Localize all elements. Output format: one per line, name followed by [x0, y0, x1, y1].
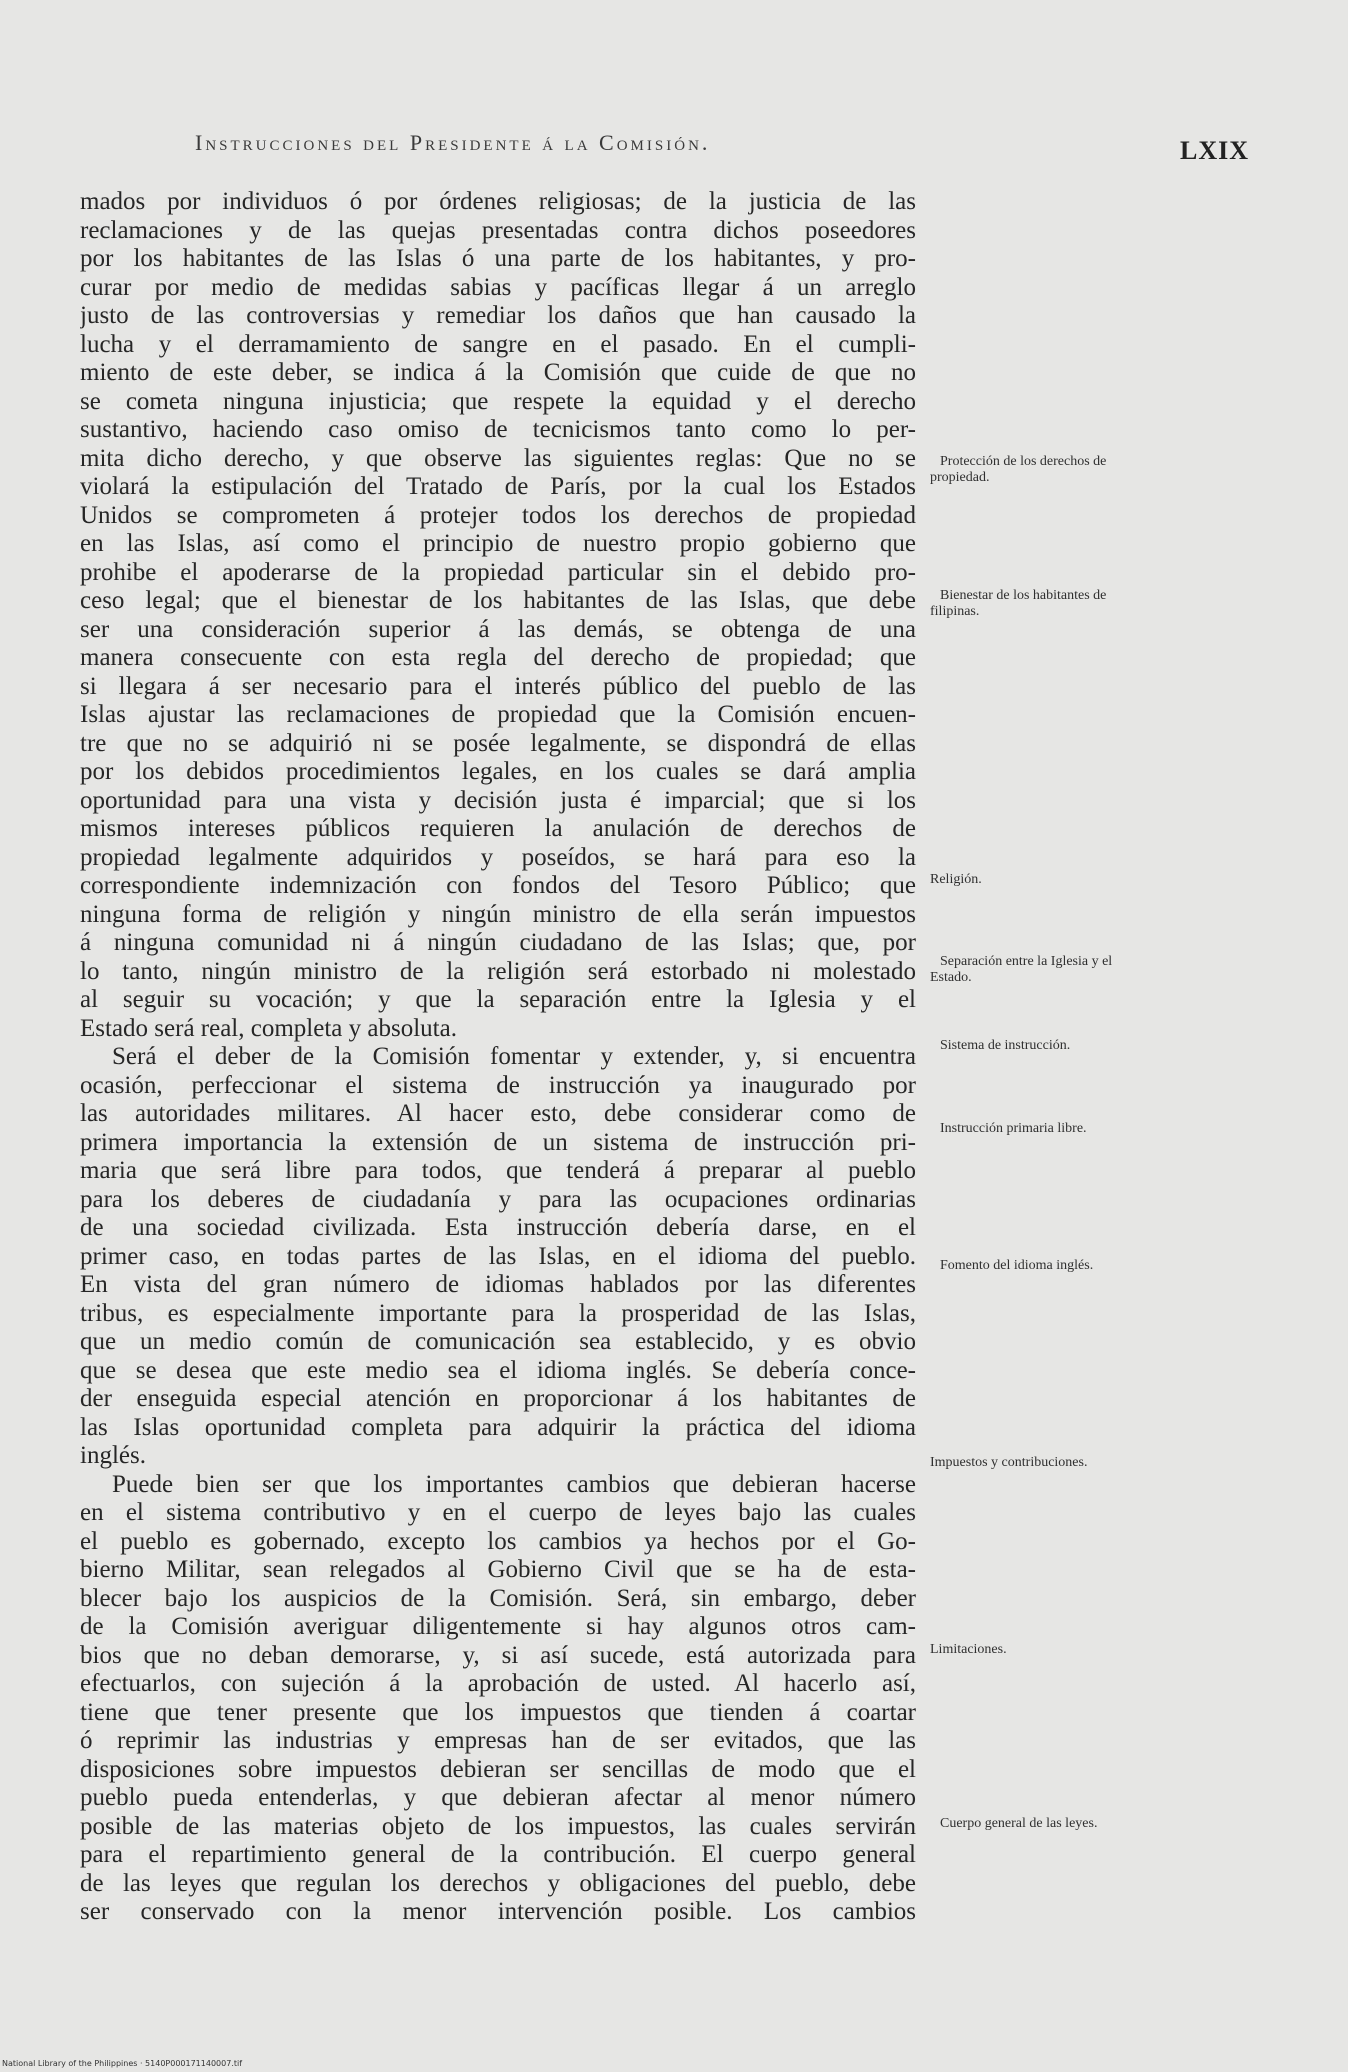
text-line: al seguir su vocación; y que la separación entre la Iglesia y el: [80, 986, 916, 1013]
text-line: curar por medio de medidas sabias y pacíficas llegar á un arreglo: [80, 273, 916, 301]
text-line: prohibe el apoderarse de la propiedad particular sin el debido pro-: [80, 558, 916, 586]
text-line: manera consecuente con esta regla del derecho de propiedad; que: [80, 644, 916, 671]
text-line: lucha y el derramamiento de sangre en el pasado. En el cumpli-: [80, 330, 916, 358]
text-line: que se desea que este medio sea el idioma inglés. Se debería conce-: [80, 1356, 916, 1384]
text-line: de una sociedad civilizada. Esta instrucción debería darse, en el: [80, 1214, 916, 1241]
text-line: por los debidos procedimientos legales, en los cuales se dará amplia: [80, 758, 916, 785]
text-line: mados por individuos ó por órdenes religiosas; de la justicia de las: [80, 188, 916, 215]
text-line: oportunidad para una vista y decisión justa é imparcial; que si los: [80, 786, 916, 814]
text-line: miento de este deber, se indica á la Comisión que cuide de que no: [80, 359, 916, 386]
text-line: se cometa ninguna injusticia; que respete la equidad y el derecho: [80, 387, 916, 415]
text-line: lo tanto, ningún ministro de la religión será estorbado ni molestado: [80, 957, 916, 985]
text-line: posible de las materias objeto de los impuestos, las cuales servirán: [80, 1812, 916, 1840]
text-line: disposiciones sobre impuestos debieran ser sencillas de modo que el: [80, 1755, 916, 1783]
text-line: las Islas oportunidad completa para adquirir la práctica del idioma: [80, 1413, 916, 1441]
body-text: [80, 188, 916, 1927]
margin-note: Separación entre la Iglesia y el Estado.: [930, 954, 1113, 985]
text-line: En vista del gran número de idiomas hablados por las diferentes: [80, 1271, 916, 1298]
text-line: mita dicho derecho, y que observe las siguientes reglas: Que no se: [80, 444, 916, 472]
text-line: Estado será real, completa y absoluta.: [80, 1014, 457, 1042]
margin-note: Bienestar de los habitantes de filipinas.: [930, 588, 1107, 619]
text-line: Islas ajustar las reclamaciones de propiedad que la Comisión encuen-: [80, 701, 916, 728]
text-line: por los habitantes de las Islas ó una parte de los habitantes, y pro-: [80, 245, 916, 272]
text-line: las autoridades militares. Al hacer esto, debe considerar como de: [80, 1100, 916, 1127]
scan-credit: National Library of the Philippines · 5140P000171140007.tif: [2, 2059, 243, 2068]
text-line: sustantivo, haciendo caso omiso de tecnicismos tanto como lo per-: [80, 416, 916, 443]
margin-note: Religión.: [930, 872, 982, 887]
margin-note: Fomento del idioma inglés.: [940, 1258, 1094, 1273]
text-line: ser conservado con la menor intervención posible. Los cambios: [80, 1898, 916, 1925]
text-line: blecer bajo los auspicios de la Comisión. Será, sin embargo, deber: [80, 1584, 916, 1612]
text-line: ceso legal; que el bienestar de los habitantes de las Islas, que debe: [80, 587, 916, 614]
text-line: Puede bien ser que los importantes cambios que debieran hacerse: [112, 1470, 916, 1498]
text-line: ninguna forma de religión y ningún ministro de ella serán impuestos: [80, 900, 916, 928]
text-line: á ninguna comunidad ni á ningún ciudadano de las Islas; que, por: [80, 929, 916, 956]
text-line: en las Islas, así como el principio de nuestro propio gobierno que: [80, 530, 916, 557]
margin-note: Impuestos y contribuciones.: [930, 1455, 1088, 1470]
text-line: mismos intereses públicos requieren la anulación de derechos de: [80, 815, 916, 842]
text-line: tiene que tener presente que los impuestos que tienden á coartar: [80, 1698, 916, 1726]
text-line: correspondiente indemnización con fondos del Tesoro Público; que: [80, 872, 916, 899]
text-line: justo de las controversias y remediar los daños que han causado la: [80, 302, 916, 329]
text-line: pueblo pueda entenderlas, y que debieran afectar al menor número: [80, 1784, 916, 1811]
running-head: Instrucciones del Presidente á la Comisión.: [195, 130, 711, 155]
text-line: el pueblo es gobernado, excepto los cambios ya hechos por el Go-: [80, 1527, 916, 1555]
text-line: de las leyes que regulan los derechos y obligaciones del pueblo, debe: [80, 1869, 916, 1897]
margin-note: Protección de los derechos de propiedad.: [930, 454, 1107, 485]
text-line: reclamaciones y de las quejas presentadas contra dichos poseedores: [80, 216, 916, 244]
text-line: efectuarlos, con sujeción á la aprobación de usted. Al hacerlo así,: [80, 1670, 916, 1697]
margin-note: Instrucción primaria libre.: [940, 1121, 1087, 1136]
page-number: LXIX: [1180, 136, 1250, 165]
text-line: que un medio común de comunicación sea establecido, y es obvio: [80, 1328, 916, 1355]
margin-note: Cuerpo general de las leyes.: [940, 1816, 1098, 1831]
text-line: ocasión, perfeccionar el sistema de instrucción ya inaugurado por: [80, 1071, 916, 1099]
text-line: si llegara á ser necesario para el interés público del pueblo de las: [80, 672, 916, 700]
margin-note: Sistema de instrucción.: [940, 1038, 1071, 1053]
text-line: ser una consideración superior á las demás, se obtenga de una: [80, 615, 916, 643]
text-line: der enseguida especial atención en proporcionar á los habitantes de: [80, 1385, 916, 1412]
text-line: Unidos se comprometen á protejer todos los derechos de propiedad: [80, 501, 916, 529]
text-line: maria que será libre para todos, que tenderá á preparar al pueblo: [80, 1157, 916, 1184]
text-line: propiedad legalmente adquiridos y poseídos, se hará para eso la: [80, 843, 916, 871]
text-line: tribus, es especialmente importante para la prosperidad de las Islas,: [80, 1299, 916, 1327]
margin-note: Limitaciones.: [930, 1642, 1007, 1657]
text-line: primer caso, en todas partes de las Islas, en el idioma del pueblo.: [80, 1242, 916, 1270]
text-line: bierno Militar, sean relegados al Gobierno Civil que se ha de esta-: [80, 1556, 916, 1583]
text-line: de la Comisión averiguar diligentemente si hay algunos otros cam-: [80, 1613, 916, 1640]
text-line: ó reprimir las industrias y empresas han de ser evitados, que las: [80, 1727, 916, 1754]
text-line: para los deberes de ciudadanía y para las ocupaciones ordinarias: [80, 1185, 916, 1213]
text-line: bios que no deban demorarse, y, si así sucede, está autorizada para: [80, 1641, 916, 1669]
text-line: para el repartimiento general de la contribución. El cuerpo general: [80, 1841, 916, 1868]
text-line: inglés.: [80, 1442, 146, 1469]
text-line: Será el deber de la Comisión fomentar y extender, y, si encuentra: [112, 1043, 916, 1070]
text-line: en el sistema contributivo y en el cuerpo de leyes bajo las cuales: [80, 1499, 916, 1526]
text-line: violará la estipulación del Tratado de París, por la cual los Estados: [80, 473, 916, 500]
text-line: tre que no se adquirió ni se posée legalmente, se dispondrá de ellas: [80, 729, 916, 757]
text-line: primera importancia la extensión de un sistema de instrucción pri-: [80, 1128, 916, 1156]
